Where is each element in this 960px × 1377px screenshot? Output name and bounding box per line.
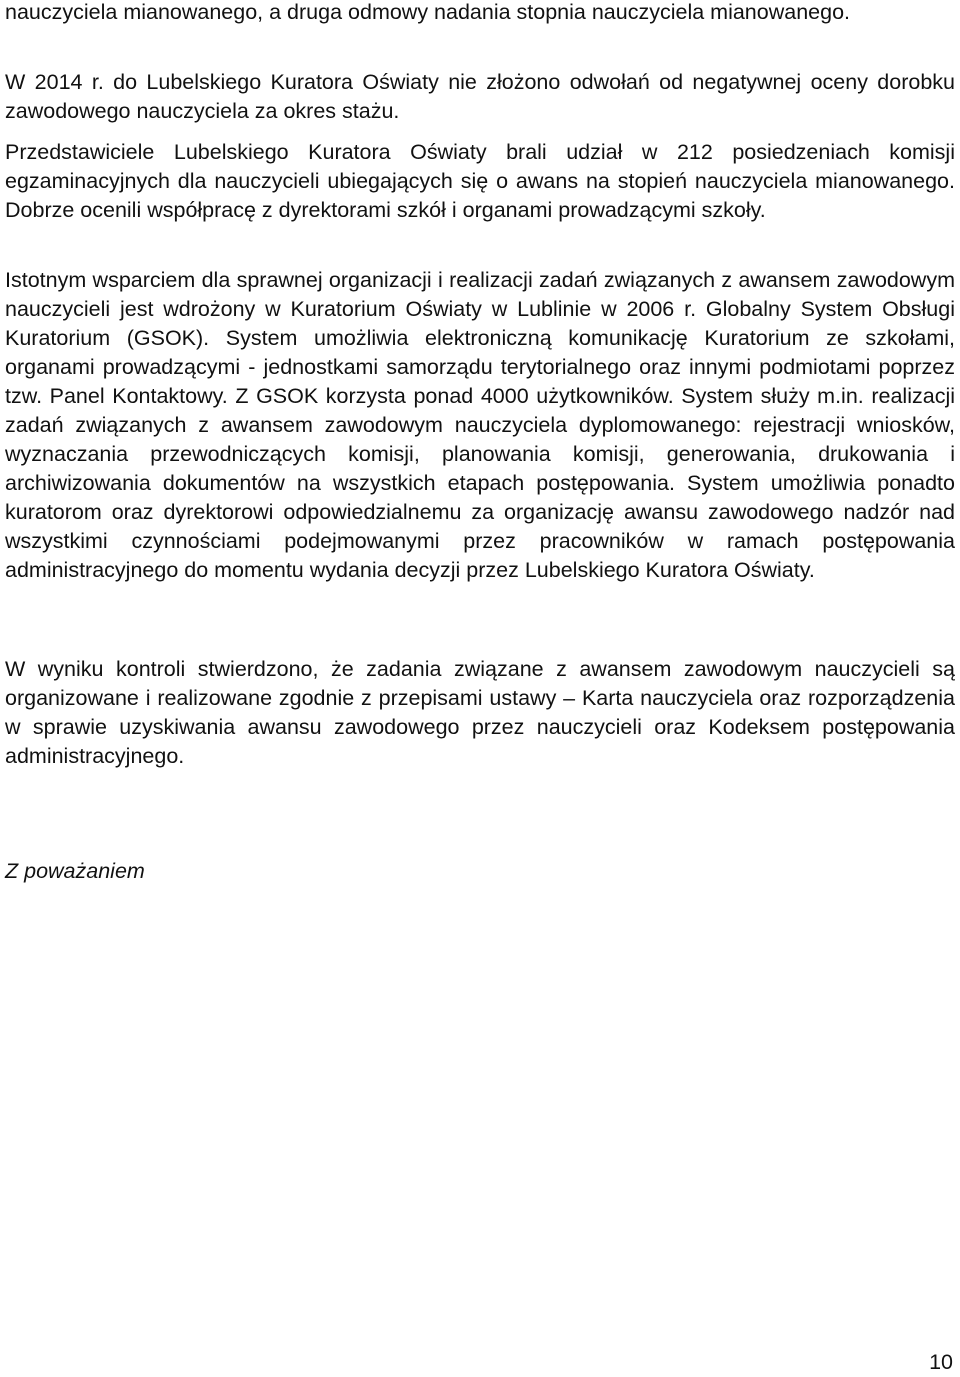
page-number: 10 bbox=[929, 1350, 953, 1374]
paragraph-inspection-result: W wyniku kontroli stwierdzono, że zadania związane z awansem zawodowym nauczycieli są organizowane i realizowane zgodnie z przepisami ustawy – Karta nauczyciela oraz rozporządzenia w sprawie uzyskiwania awansu zawodowego przez nauczycieli oraz Kodeksem postępowania administracyjnego. bbox=[5, 657, 955, 768]
closing-salutation: Z poważaniem bbox=[5, 859, 145, 883]
paragraph-exam-commissions: Przedstawiciele Lubelskiego Kuratora Oświaty brali udział w 212 posiedzeniach komisji egzaminacyjnych dla nauczycieli ubiegających się o awans na stopień nauczyciela mianowanego. Dobrze ocenili współpracę z dyrektorami szkół i organami prowadzącymi szkoły. bbox=[5, 140, 955, 222]
paragraph-gsok-system: Istotnym wsparciem dla sprawnej organizacji i realizacji zadań związanych z awansem zawodowym nauczycieli jest wdrożony w Kuratorium Oświaty w Lublinie w 2006 r. Globalny System Obsługi Kuratorium (GSOK). System umożliwia elektroniczną komunikację Kuratorium ze szkołami, organami prowadzącymi - jednostkami samorządu terytorialnego oraz innymi podmiotami poprzez tzw. Panel Kontaktowy. Z GSOK korzysta ponad 4000 użytkowników. System służy m.in. realizacji zadań związanych z awansem zawodowym nauczyciela dyplomowanego: rejestracji wniosków, wyznaczania przewodniczących komisji, planowania komisji, generowania, drukowania i archiwizowania dokumentów na wszystkich etapach postępowania. System umożliwia ponadto kuratorom oraz dyrektorowi odpowiedzialnemu za organizację awansu zawodowego nadzór nad wszystkimi czynnościami podejmowanymi przez pracowników w ramach postępowania administracyjnego do momentu wydania decyzji przez Lubelskiego Kuratora Oświaty. bbox=[5, 268, 955, 582]
document-page bbox=[5, 0, 955, 1375]
paragraph-continuation: nauczyciela mianowanego, a druga odmowy nadania stopnia nauczyciela mianowanego. bbox=[5, 0, 851, 24]
paragraph-appeals: W 2014 r. do Lubelskiego Kuratora Oświaty nie złożono odwołań od negatywnej oceny dorobku zawodowego nauczyciela za okres stażu. bbox=[5, 70, 955, 123]
